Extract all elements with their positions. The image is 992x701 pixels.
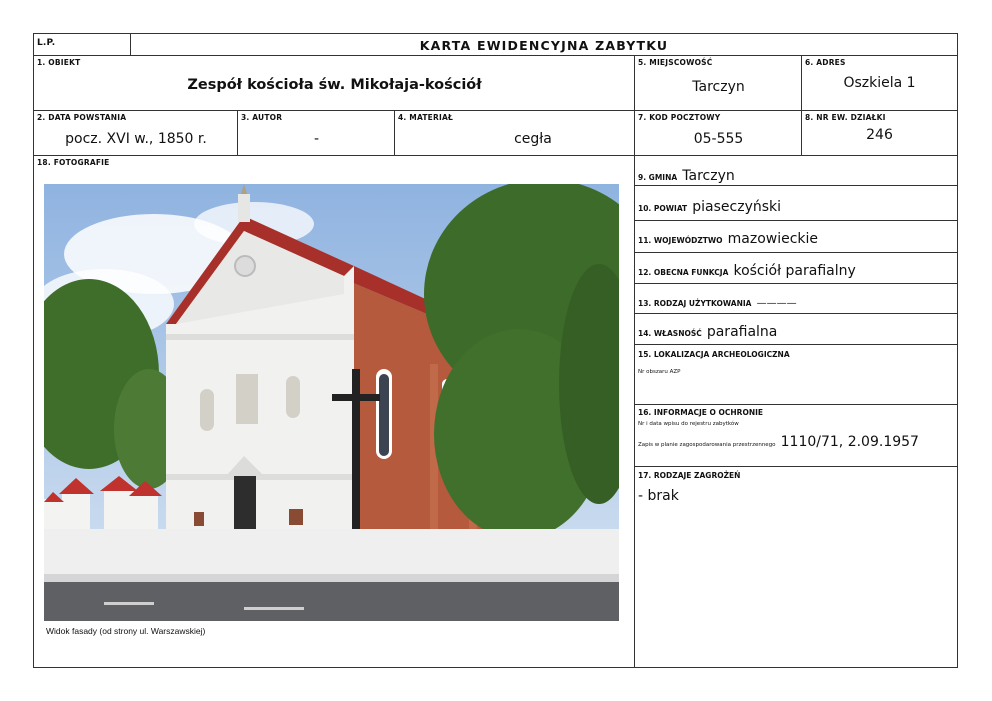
funkcja-value: kościół parafialny: [733, 263, 856, 279]
wojewodztwo-value: mazowieckie: [727, 231, 819, 247]
adres-value: Oszkiela 1: [843, 75, 916, 91]
record-card: [33, 33, 958, 668]
wlasnosc-row: [635, 314, 958, 345]
powiat-row: [635, 186, 958, 221]
wlasnosc-value: parafialna: [706, 324, 778, 340]
uzytkowanie-row: [635, 284, 958, 314]
obiekt-value: Zespół kościoła św. Mikołaja-kościół: [187, 77, 482, 93]
autor-value: -: [313, 131, 320, 147]
right-column: [635, 156, 957, 667]
wojewodztwo-row: [635, 221, 958, 253]
data-powstania-value: pocz. XVI w., 1850 r.: [65, 131, 207, 147]
zagrozenia-label: 17. RODZAJE ZAGROŻEŃ: [638, 471, 741, 480]
miejscowosc-cell: [635, 56, 802, 111]
autor-cell: [238, 111, 395, 156]
ochrona-row: [635, 405, 958, 467]
miejscowosc-label: 5. MIEJSCOWOŚĆ: [638, 58, 713, 67]
fotografie-cell: [34, 156, 635, 667]
uzytkowanie-value: ————: [756, 298, 797, 309]
gmina-label: 9. GMINA: [638, 173, 678, 182]
zagrozenia-row: [635, 467, 960, 504]
obiekt-label: 1. OBIEKT: [37, 58, 81, 67]
adres-label: 6. ADRES: [805, 58, 846, 67]
card-title: KARTA EWIDENCYJNA ZABYTKU: [419, 38, 669, 53]
material-cell: [395, 111, 635, 156]
ochrona-value: 1110/71, 2.09.1957: [780, 434, 919, 450]
uzytkowanie-label: 13. RODZAJ UŻYTKOWANIA: [638, 299, 752, 308]
kod-pocztowy-value: 05-555: [693, 131, 744, 147]
lokalizacja-row: [635, 345, 958, 405]
ochrona-label: 16. INFORMACJE O OCHRONIE: [638, 408, 764, 417]
wlasnosc-label: 14. WŁASNOŚĆ: [638, 329, 702, 338]
kod-pocztowy-label: 7. KOD POCZTOWY: [638, 113, 721, 122]
gmina-row: [635, 156, 958, 186]
zagrozenia-value: - brak: [638, 488, 679, 504]
lp-cell: [34, 34, 131, 56]
data-powstania-cell: [34, 111, 238, 156]
funkcja-label: 12. OBECNA FUNKCJA: [638, 268, 729, 277]
kod-pocztowy-cell: [635, 111, 802, 156]
material-label: 4. MATERIAŁ: [398, 113, 453, 122]
lp-label: L.P.: [37, 38, 56, 48]
gmina-value: Tarczyn: [682, 168, 735, 184]
material-value: cegła: [514, 131, 552, 147]
ochrona-line2: Zapis w planie zagospodarowania przestrzennego: [638, 442, 776, 448]
obiekt-cell: [34, 56, 635, 111]
lokalizacja-label: 15. LOKALIZACJA ARCHEOLOGICZNA: [638, 350, 790, 359]
nr-dzialki-label: 8. NR EW. DZIAŁKI: [805, 113, 886, 122]
powiat-value: piaseczyński: [692, 199, 782, 215]
nr-dzialki-cell: [802, 111, 957, 156]
title-cell: [131, 34, 957, 56]
adres-cell: [802, 56, 957, 111]
fotografie-label: 18. FOTOGRAFIE: [37, 158, 110, 167]
miejscowosc-value: Tarczyn: [692, 79, 745, 95]
church-photo: [44, 184, 619, 621]
powiat-label: 10. POWIAT: [638, 204, 688, 213]
data-powstania-label: 2. DATA POWSTANIA: [37, 113, 127, 122]
lokalizacja-note: Nr obszaru AZP: [638, 369, 681, 375]
ochrona-line1: Nr i data wpisu do rejestru zabytków: [638, 421, 739, 427]
funkcja-row: [635, 253, 958, 284]
autor-label: 3. AUTOR: [241, 113, 283, 122]
wojewodztwo-label: 11. WOJEWÓDZTWO: [638, 236, 723, 245]
nr-dzialki-value: 246: [866, 127, 893, 143]
photo-caption: Widok fasady (od strony ul. Warszawskiej): [46, 626, 206, 636]
